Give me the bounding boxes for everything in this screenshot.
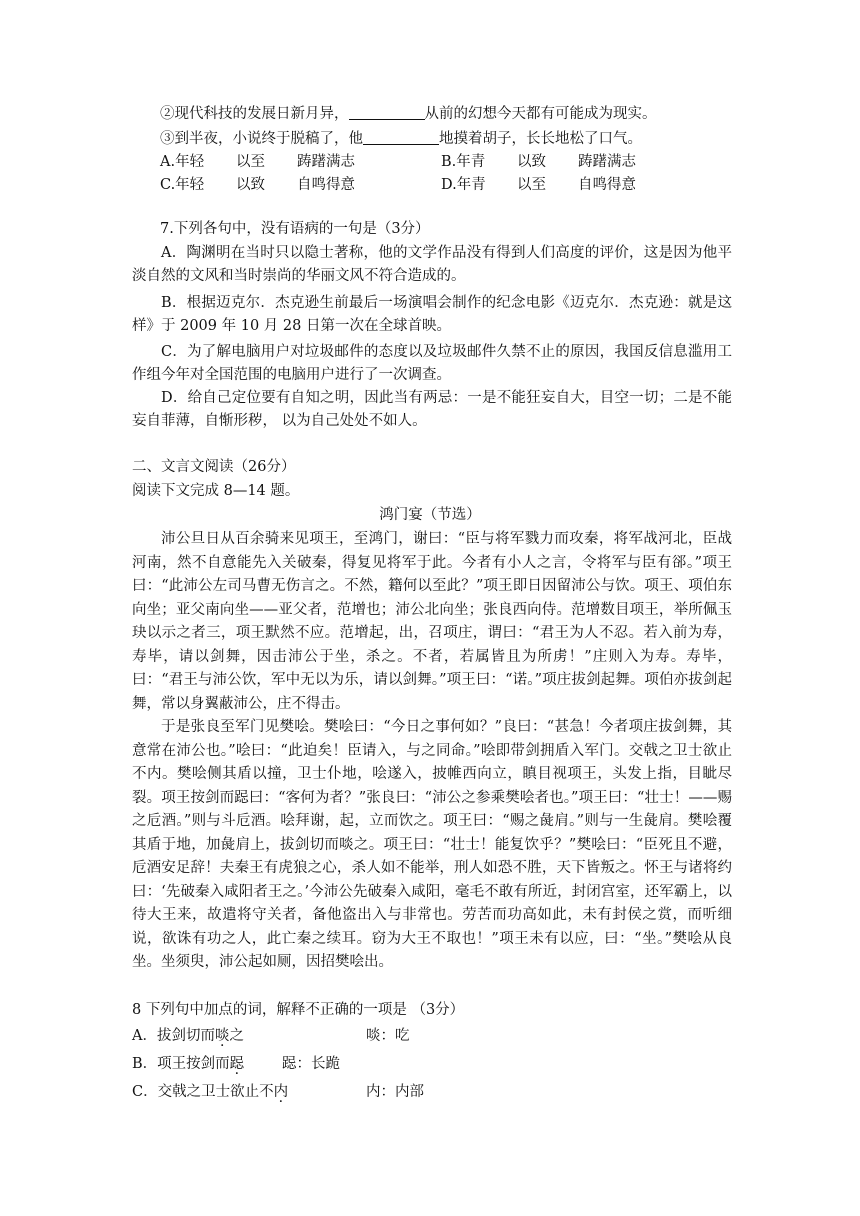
- q8-c-text: C．交戟之卫士欲止不: [132, 1084, 274, 1100]
- q6-option-a-word2: 以至: [236, 154, 265, 170]
- q6-option-b-word3: 踌躇满志: [578, 154, 636, 170]
- q7-option-a: A．陶渊明在当时只以隐士著称，他的文学作品没有得到人们高度的评价，这是因为他平淡自然的文风和当时崇尚的华丽文风不符合造成的。: [132, 245, 732, 285]
- q6-sentence-3: [160, 129, 642, 149]
- q6-option-b-label: B.年青: [441, 154, 486, 170]
- passage-title: 鸿门宴（节选）: [379, 507, 481, 523]
- q6-option-d-word3: 自鸣得意: [578, 177, 636, 193]
- q8-stem: 8 下列句中加点的词，解释不正确的一项是 （3分）: [132, 1002, 465, 1018]
- q8-c-explanation: 内：内部: [366, 1084, 424, 1100]
- q8-a-dotted-word: 啖: [214, 1028, 230, 1044]
- q6-option-a-label: A.年轻: [160, 154, 205, 170]
- section-instruction: 阅读下文完成 8—14 题。: [132, 483, 300, 499]
- answer-blank: [349, 105, 425, 120]
- q8-b-text: B．项王按剑而: [132, 1056, 230, 1072]
- passage-paragraph-1: 沛公旦日从百余骑来见项王，至鸿门，谢曰：“臣与将军戮力而攻秦，将军战河北，臣战河南，然不自意能先入关破秦，得复见将军于此。今者有小人之言，令将军与臣有郤。”项王曰：“此沛公左司马曹无伤言之。不然，籍何以至此？”项王即日因留沛公与饮。项王、项伯东向坐；亚父南向坐——亚父者，范增也；沛公北向坐；张良西向侍。范增数目项王，举所佩玉玦以示之者三，项王默然不应。范增起，出，召项庄，谓曰：“君王为人不忍。若入前为寿，寿毕，请以剑舞，因击沛公于坐，杀之。不者，若属皆且为所虏！”庄则入为寿。寿毕，曰：“君王与沛公饮，军中无以为乐，请以剑舞。”项王曰：“诺。”项庄拔剑起舞。项伯亦拔剑起舞，常以身翼蔽沛公，庄不得击。: [132, 531, 732, 712]
- q8-c-dotted-word: 内: [273, 1084, 289, 1100]
- q7-option-c: C．为了解电脑用户对垃圾邮件的态度以及垃圾邮件久禁不止的原因，我国反信息滥用工作组今年对全国范围的电脑用户进行了一次调查。: [132, 344, 732, 384]
- q7-option-b: B．根据迈克尔．杰克逊生前最后一场演唱会制作的纪念电影《迈克尔．杰克逊：就是这样》于 2009 年 10 月 28 日第一次在全球首映。: [132, 295, 732, 335]
- answer-blank: [363, 130, 439, 145]
- q6-sentence-2: [160, 104, 657, 124]
- q8-option-b: [132, 1054, 244, 1074]
- q6-s3-after: 地摸着胡子，长长地松了口气。: [439, 131, 642, 147]
- q6-option-a-word3: 踌躇满志: [297, 154, 355, 170]
- q7-stem: 7.下列各句中，没有语病的一句是（3分）: [160, 221, 430, 237]
- q6-option-c-word2: 以致: [236, 177, 265, 193]
- passage-paragraph-2: 于是张良至军门见樊哙。樊哙曰：“今日之事何如？”良曰：“甚急！今者项庄拔剑舞，其意常在沛公也。”哙曰：“此迫矣！臣请入，与之同命。”哙即带剑拥盾入军门。交戟之卫士欲止不内。樊哙侧其盾以撞，卫士仆地，哙遂入，披帷西向立，瞋目视项王，头发上指，目眦尽裂。项王按剑而跽曰：“客何为者？”张良曰：“沛公之参乘樊哙者也。”项王曰：“壮士！——赐之卮酒。”则与斗卮酒。哙拜谢，起，立而饮之。项王曰：“赐之彘肩。”则与一生彘肩。樊哙覆其盾于地，加彘肩上，拔剑切而啖之。项王曰：“壮士！能复饮乎？”樊哙曰：“臣死且不避，卮酒安足辞！夫秦王有虎狼之心，杀人如不能举，刑人如恐不胜，天下皆叛之。怀王与诸将约曰：‘先破秦入咸阳者王之。’今沛公先破秦入咸阳，毫毛不敢有所近，封闭宫室，还军霸上，以待大王来，故遣将守关者，备他盗出入与非常也。劳苦而功高如此，未有封侯之赏，而听细说，欲诛有功之人，此亡秦之续耳。窃为大王不取也！”项王未有以应，曰：“坐。”樊哙从良坐。坐须臾，沛公起如厕，因招樊哙出。: [132, 719, 732, 970]
- q8-b-dotted-word: 跽: [229, 1056, 245, 1072]
- q8-option-a: [132, 1026, 244, 1046]
- q8-option-c: [132, 1082, 288, 1102]
- q6-s3-before: ③到半夜，小说终于脱稿了，他: [160, 131, 363, 147]
- q7-option-d: D．给自己定位要有自知之明，因此当有两忌：一是不能狂妄自大，目空一切；二是不能妄自菲薄，自惭形秽， 以为自己处处不如人。: [132, 390, 732, 430]
- q8-a-explanation: 啖：吃: [366, 1028, 410, 1044]
- q6-option-d-label: D.年青: [441, 177, 486, 193]
- q8-a-text: A．拔剑切而: [132, 1028, 215, 1044]
- q6-s2-after: 从前的幻想今天都有可能成为现实。: [424, 106, 657, 122]
- q6-option-c-label: C.年轻: [160, 177, 205, 193]
- section-heading: 二、文言文阅读（26分）: [132, 459, 296, 475]
- q6-option-d-word2: 以至: [517, 177, 546, 193]
- q6-s2-before: ②现代科技的发展日新月异，: [160, 106, 349, 122]
- q6-option-b-word2: 以致: [517, 154, 546, 170]
- q8-a-text-end: 之: [229, 1028, 244, 1044]
- q6-option-c-word3: 自鸣得意: [297, 177, 355, 193]
- q8-b-explanation: 跽：长跪: [282, 1056, 340, 1072]
